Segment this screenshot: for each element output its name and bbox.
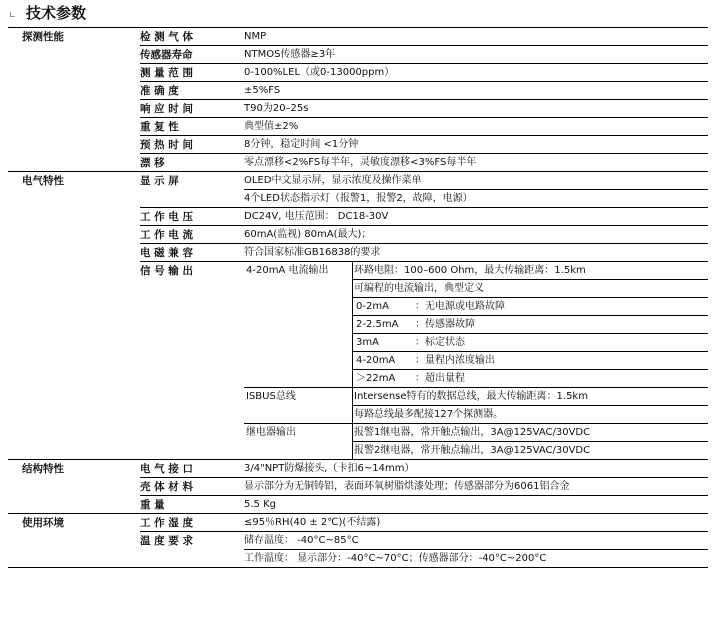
group-line bbox=[244, 423, 354, 424]
row-divider bbox=[244, 549, 708, 550]
spec-value: 储存温度： -40°C~85°C bbox=[244, 535, 359, 546]
signal-desc: ：超出量程 bbox=[415, 373, 465, 384]
signal-group-name: 4-20mA 电流输出 bbox=[246, 265, 329, 276]
signal-line: 环路电阻：100–600 Ohm，最大传输距离：1.5km bbox=[354, 265, 586, 276]
page-title: 技术参数 bbox=[26, 4, 87, 22]
group-line bbox=[244, 387, 354, 388]
row-divider bbox=[140, 225, 708, 226]
signal-range: 3mA bbox=[356, 337, 379, 348]
row-divider bbox=[140, 81, 708, 82]
spec-value: 符合国家标准GB16838的要求 bbox=[244, 247, 381, 258]
signal-line: Intersense特有的数据总线，最大传输距离：1.5km bbox=[354, 391, 588, 402]
section-divider bbox=[8, 27, 708, 28]
signal-line: 报警1继电器，常开触点输出，3A@125VAC/30VDC bbox=[354, 427, 591, 438]
section-divider bbox=[8, 459, 708, 460]
spec-label: 测 量 范 围 bbox=[140, 67, 193, 79]
row-divider bbox=[352, 315, 708, 316]
row-divider bbox=[352, 333, 708, 334]
spec-value: 零点漂移<2%FS每半年，灵敏度漂移<3%FS每半年 bbox=[244, 157, 477, 168]
signal-desc: ：量程内浓度输出 bbox=[415, 355, 495, 366]
row-divider bbox=[140, 99, 708, 100]
row-divider bbox=[352, 369, 708, 370]
spec-label: 电 磁 兼 容 bbox=[140, 247, 193, 259]
signal-desc: ：传感器故障 bbox=[415, 319, 475, 330]
spec-label: 准 确 度 bbox=[140, 85, 179, 97]
row-divider bbox=[352, 441, 708, 442]
section-divider bbox=[8, 513, 708, 514]
spec-value: OLED中文显示屏，显示浓度及操作菜单 bbox=[244, 175, 422, 186]
spec-label: 温 度 要 求 bbox=[140, 535, 193, 547]
spec-label: 显 示 屏 bbox=[140, 175, 179, 187]
section-title: 使用环境 bbox=[22, 517, 64, 529]
spec-value: 5.5 Kg bbox=[244, 499, 276, 510]
row-divider bbox=[352, 297, 708, 298]
spec-label: 响 应 时 间 bbox=[140, 103, 193, 115]
row-divider bbox=[140, 261, 708, 262]
row-divider bbox=[352, 405, 708, 406]
spec-label: 重 复 性 bbox=[140, 121, 179, 133]
row-divider bbox=[140, 153, 708, 154]
row-divider bbox=[352, 351, 708, 352]
row-divider bbox=[140, 117, 708, 118]
table-bottom bbox=[8, 567, 708, 568]
spec-value: 3/4"NPT防爆接头,（卡扣6~14mm） bbox=[244, 463, 415, 474]
spec-label: 检 测 气 体 bbox=[140, 31, 193, 43]
row-divider bbox=[244, 189, 708, 190]
spec-value: 8分钟，稳定时间 <1分钟 bbox=[244, 139, 359, 150]
row-divider bbox=[140, 135, 708, 136]
spec-value: 60mA(监视) 80mA(最大)； bbox=[244, 229, 372, 240]
spec-label: 工 作 湿 度 bbox=[140, 517, 193, 529]
spec-label: 电 气 接 口 bbox=[140, 463, 193, 475]
corner-mark bbox=[10, 12, 15, 17]
row-divider bbox=[352, 423, 708, 424]
spec-label: 工 作 电 流 bbox=[140, 229, 193, 241]
spec-label: 传感器寿命 bbox=[140, 49, 193, 61]
spec-label: 壳 体 材 料 bbox=[140, 481, 193, 493]
spec-value: NMP bbox=[244, 31, 267, 42]
section-title: 探测性能 bbox=[22, 31, 64, 43]
spec-value: ±5%FS bbox=[244, 85, 281, 96]
section-title: 电气特性 bbox=[22, 175, 64, 187]
group-divider bbox=[352, 423, 353, 459]
spec-label: 预 热 时 间 bbox=[140, 139, 193, 151]
spec-value: ≤95％RH(40 ± 2℃)(不结露) bbox=[244, 517, 381, 528]
row-divider bbox=[140, 45, 708, 46]
row-divider bbox=[140, 63, 708, 64]
row-divider bbox=[352, 387, 708, 388]
spec-label: 信 号 输 出 bbox=[140, 265, 193, 277]
section-divider bbox=[8, 171, 708, 172]
group-divider bbox=[352, 387, 353, 423]
row-divider bbox=[140, 477, 708, 478]
signal-line: 每路总线最多配接127个探测器。 bbox=[354, 409, 504, 420]
row-divider bbox=[352, 279, 708, 280]
row-divider bbox=[140, 531, 708, 532]
row-divider bbox=[140, 207, 708, 208]
row-divider bbox=[140, 243, 708, 244]
signal-range: 4-20mA bbox=[356, 355, 396, 366]
signal-range: 0-2mA bbox=[356, 301, 389, 312]
spec-label: 重 量 bbox=[140, 499, 165, 511]
signal-range: 2-2.5mA bbox=[356, 319, 399, 330]
spec-value: 4个LED状态指示灯（报警1，报警2，故障，电源） bbox=[244, 193, 473, 204]
signal-group-name: 继电器输出 bbox=[246, 427, 296, 438]
spec-label: 漂 移 bbox=[140, 157, 165, 169]
spec-value: 典型值±2% bbox=[244, 121, 299, 132]
spec-label: 工 作 电 压 bbox=[140, 211, 193, 223]
signal-desc: ：无电源或电路故障 bbox=[415, 301, 505, 312]
signal-range: ＞22mA bbox=[356, 373, 396, 384]
row-divider bbox=[140, 495, 708, 496]
spec-value: DC24V, 电压范围： DC18-30V bbox=[244, 211, 389, 222]
signal-desc: ：标定状态 bbox=[415, 337, 465, 348]
section-title: 结构特性 bbox=[22, 463, 64, 475]
spec-value: 显示部分为无铜铸铝，表面环氧树脂烘漆处理；传感器部分为6061铝合金 bbox=[244, 481, 570, 492]
spec-value: NTMOS传感器≥3年 bbox=[244, 49, 336, 60]
signal-line: 可编程的电流输出，典型定义 bbox=[354, 283, 484, 294]
spec-value: T90为20–25s bbox=[244, 103, 309, 114]
signal-line: 报警2继电器，常开触点输出，3A@125VAC/30VDC bbox=[354, 445, 591, 456]
spec-value: 工作温度： 显示部分：-40°C~70°C；传感器部分：-40°C~200°C bbox=[244, 553, 547, 564]
group-divider bbox=[352, 261, 353, 387]
spec-value: 0-100%LEL（或0-13000ppm） bbox=[244, 67, 395, 78]
signal-group-name: ISBUS总线 bbox=[246, 391, 296, 402]
